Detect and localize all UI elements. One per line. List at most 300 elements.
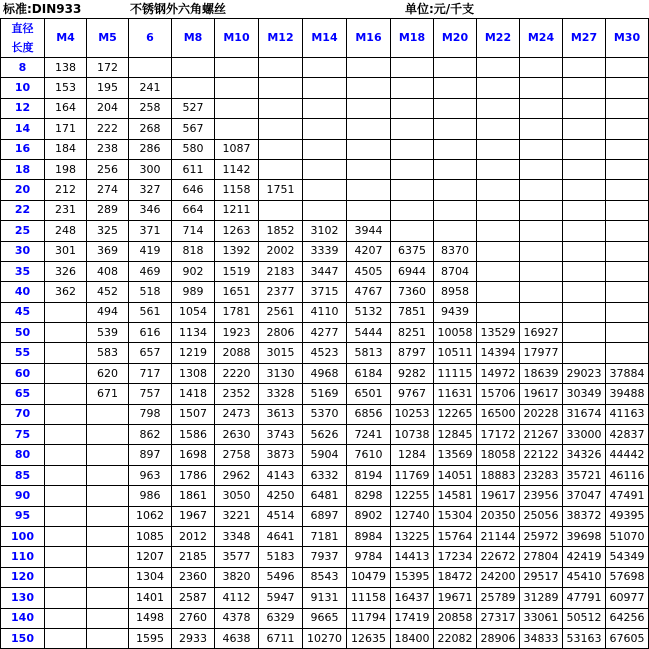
price-cell: 3102 xyxy=(303,221,347,241)
price-cell: 42837 xyxy=(606,425,649,445)
price-cell: 1211 xyxy=(215,200,259,220)
price-cell xyxy=(563,78,606,98)
price-cell xyxy=(303,139,347,159)
price-cell: 862 xyxy=(129,425,172,445)
price-cell: 38372 xyxy=(563,506,606,526)
price-cell: 646 xyxy=(172,180,215,200)
price-cell xyxy=(45,628,87,648)
row-length-label: 22 xyxy=(1,200,45,220)
price-cell xyxy=(87,628,129,648)
corner-header xyxy=(1,19,45,58)
price-cell: 6711 xyxy=(259,628,303,648)
price-cell xyxy=(347,98,391,118)
row-length-label: 65 xyxy=(1,384,45,404)
price-cell: 1142 xyxy=(215,159,259,179)
price-cell xyxy=(434,98,477,118)
price-cell: 45410 xyxy=(563,567,606,587)
row-length-label: 60 xyxy=(1,363,45,383)
price-cell: 2352 xyxy=(215,384,259,404)
price-cell: 12255 xyxy=(391,486,434,506)
price-cell: 25056 xyxy=(520,506,563,526)
price-cell: 23956 xyxy=(520,486,563,506)
price-cell: 1062 xyxy=(129,506,172,526)
price-cell: 327 xyxy=(129,180,172,200)
price-cell xyxy=(563,302,606,322)
table-row xyxy=(1,343,649,363)
row-length-label: 50 xyxy=(1,323,45,343)
price-cell xyxy=(391,159,434,179)
price-cell: 42419 xyxy=(563,547,606,567)
price-cell xyxy=(45,465,87,485)
price-cell: 3328 xyxy=(259,384,303,404)
price-cell xyxy=(391,139,434,159)
price-cell: 23283 xyxy=(520,465,563,485)
price-cell: 717 xyxy=(129,363,172,383)
table-row xyxy=(1,628,649,648)
price-cell: 798 xyxy=(129,404,172,424)
price-cell: 30349 xyxy=(563,384,606,404)
price-cell: 2587 xyxy=(172,588,215,608)
row-length-label: 20 xyxy=(1,180,45,200)
price-cell: 757 xyxy=(129,384,172,404)
price-cell: 171 xyxy=(45,119,87,139)
price-cell: 57698 xyxy=(606,567,649,587)
price-cell: 2760 xyxy=(172,608,215,628)
table-row xyxy=(1,58,649,78)
price-cell: 10058 xyxy=(434,323,477,343)
price-cell xyxy=(520,98,563,118)
price-cell: 9282 xyxy=(391,363,434,383)
price-cell xyxy=(347,139,391,159)
price-cell xyxy=(87,547,129,567)
price-cell: 222 xyxy=(87,119,129,139)
price-cell: 27804 xyxy=(520,547,563,567)
row-length-label: 100 xyxy=(1,526,45,546)
price-cell: 8902 xyxy=(347,506,391,526)
price-cell: 17977 xyxy=(520,343,563,363)
price-cell xyxy=(87,404,129,424)
price-cell: 1158 xyxy=(215,180,259,200)
row-length-label: 45 xyxy=(1,302,45,322)
price-cell: 238 xyxy=(87,139,129,159)
price-cell: 7241 xyxy=(347,425,391,445)
price-cell xyxy=(606,221,649,241)
price-cell xyxy=(87,588,129,608)
row-length-label: 130 xyxy=(1,588,45,608)
price-cell: 5183 xyxy=(259,547,303,567)
price-cell: 1308 xyxy=(172,363,215,383)
price-cell xyxy=(520,180,563,200)
price-cell xyxy=(391,180,434,200)
price-cell: 22122 xyxy=(520,445,563,465)
row-length-label: 14 xyxy=(1,119,45,139)
price-cell: 33061 xyxy=(520,608,563,628)
price-cell: 16927 xyxy=(520,323,563,343)
price-cell: 6375 xyxy=(391,241,434,261)
row-length-label: 8 xyxy=(1,58,45,78)
price-cell: 7181 xyxy=(303,526,347,546)
price-cell: 5904 xyxy=(303,445,347,465)
price-cell: 8194 xyxy=(347,465,391,485)
table-row xyxy=(1,302,649,322)
price-cell xyxy=(259,58,303,78)
price-cell: 25789 xyxy=(477,588,520,608)
price-cell: 4110 xyxy=(303,302,347,322)
price-cell xyxy=(477,221,520,241)
price-cell: 16437 xyxy=(391,588,434,608)
price-cell: 346 xyxy=(129,200,172,220)
price-cell: 6501 xyxy=(347,384,391,404)
price-cell: 611 xyxy=(172,159,215,179)
price-cell: 256 xyxy=(87,159,129,179)
price-cell: 2012 xyxy=(172,526,215,546)
price-cell: 902 xyxy=(172,261,215,281)
price-cell xyxy=(606,343,649,363)
price-cell: 371 xyxy=(129,221,172,241)
price-cell xyxy=(606,98,649,118)
price-cell: 184 xyxy=(45,139,87,159)
price-cell: 1054 xyxy=(172,302,215,322)
price-cell: 10511 xyxy=(434,343,477,363)
price-cell: 8958 xyxy=(434,282,477,302)
column-header: M27 xyxy=(563,19,606,58)
price-cell: 31289 xyxy=(520,588,563,608)
column-header: M30 xyxy=(606,19,649,58)
price-cell: 13225 xyxy=(391,526,434,546)
price-cell: 18639 xyxy=(520,363,563,383)
price-cell: 12740 xyxy=(391,506,434,526)
price-cell: 452 xyxy=(87,282,129,302)
price-cell: 986 xyxy=(129,486,172,506)
row-length-label: 70 xyxy=(1,404,45,424)
price-cell xyxy=(172,58,215,78)
price-cell: 164 xyxy=(45,98,87,118)
price-cell: 11794 xyxy=(347,608,391,628)
row-length-label: 90 xyxy=(1,486,45,506)
price-cell xyxy=(45,526,87,546)
price-cell xyxy=(347,58,391,78)
price-cell: 11631 xyxy=(434,384,477,404)
corner-length-label: 长度 xyxy=(11,41,34,54)
price-cell: 1923 xyxy=(215,323,259,343)
price-cell: 5947 xyxy=(259,588,303,608)
table-row xyxy=(1,384,649,404)
price-cell: 1392 xyxy=(215,241,259,261)
price-cell: 22672 xyxy=(477,547,520,567)
price-cell xyxy=(259,159,303,179)
price-cell xyxy=(215,78,259,98)
price-cell: 18058 xyxy=(477,445,520,465)
price-cell: 362 xyxy=(45,282,87,302)
price-cell: 6332 xyxy=(303,465,347,485)
price-cell: 18472 xyxy=(434,567,477,587)
price-cell: 67605 xyxy=(606,628,649,648)
price-cell: 51070 xyxy=(606,526,649,546)
column-header: M8 xyxy=(172,19,215,58)
price-cell: 4250 xyxy=(259,486,303,506)
price-cell xyxy=(391,200,434,220)
table-row xyxy=(1,159,649,179)
price-cell: 19671 xyxy=(434,588,477,608)
price-cell xyxy=(477,282,520,302)
price-cell: 15304 xyxy=(434,506,477,526)
price-cell: 10479 xyxy=(347,567,391,587)
price-cell xyxy=(347,78,391,98)
row-length-label: 12 xyxy=(1,98,45,118)
price-cell: 620 xyxy=(87,363,129,383)
price-cell xyxy=(563,323,606,343)
price-cell: 1207 xyxy=(129,547,172,567)
table-row xyxy=(1,526,649,546)
table-row xyxy=(1,98,649,118)
price-cell: 1304 xyxy=(129,567,172,587)
price-cell: 24200 xyxy=(477,567,520,587)
price-cell xyxy=(303,180,347,200)
price-cell: 4514 xyxy=(259,506,303,526)
price-cell: 2377 xyxy=(259,282,303,302)
price-cell: 1519 xyxy=(215,261,259,281)
price-cell: 231 xyxy=(45,200,87,220)
price-cell xyxy=(520,159,563,179)
price-cell: 6329 xyxy=(259,608,303,628)
price-cell: 2561 xyxy=(259,302,303,322)
price-cell: 64256 xyxy=(606,608,649,628)
price-cell xyxy=(45,323,87,343)
price-cell: 39698 xyxy=(563,526,606,546)
price-cell: 3873 xyxy=(259,445,303,465)
price-cell: 3820 xyxy=(215,567,259,587)
price-cell xyxy=(520,302,563,322)
price-cell: 198 xyxy=(45,159,87,179)
price-cell: 10253 xyxy=(391,404,434,424)
price-cell: 561 xyxy=(129,302,172,322)
price-cell: 818 xyxy=(172,241,215,261)
row-length-label: 75 xyxy=(1,425,45,445)
table-row xyxy=(1,261,649,281)
price-cell: 1418 xyxy=(172,384,215,404)
price-cell xyxy=(606,200,649,220)
price-cell: 14581 xyxy=(434,486,477,506)
price-cell xyxy=(259,200,303,220)
price-cell: 3715 xyxy=(303,282,347,302)
price-cell: 28906 xyxy=(477,628,520,648)
price-cell xyxy=(259,139,303,159)
price-cell xyxy=(303,78,347,98)
row-length-label: 110 xyxy=(1,547,45,567)
row-length-label: 16 xyxy=(1,139,45,159)
unit-label: 单位:元/千支 xyxy=(405,2,475,16)
price-cell: 4143 xyxy=(259,465,303,485)
price-cell xyxy=(434,139,477,159)
price-cell: 18883 xyxy=(477,465,520,485)
price-cell xyxy=(520,241,563,261)
price-cell xyxy=(391,119,434,139)
price-cell xyxy=(45,486,87,506)
price-cell: 3221 xyxy=(215,506,259,526)
price-cell: 1786 xyxy=(172,465,215,485)
column-header: M16 xyxy=(347,19,391,58)
standard-label: 标准:DIN933 xyxy=(3,2,82,16)
price-cell: 2185 xyxy=(172,547,215,567)
price-cell: 616 xyxy=(129,323,172,343)
price-cell: 20350 xyxy=(477,506,520,526)
price-cell: 14394 xyxy=(477,343,520,363)
price-cell: 3130 xyxy=(259,363,303,383)
price-cell: 39488 xyxy=(606,384,649,404)
price-cell: 60977 xyxy=(606,588,649,608)
price-cell: 1781 xyxy=(215,302,259,322)
price-cell: 657 xyxy=(129,343,172,363)
price-cell xyxy=(45,343,87,363)
price-cell xyxy=(434,180,477,200)
corner-diameter-label: 直径 xyxy=(11,22,34,35)
price-cell xyxy=(563,180,606,200)
price-cell: 1219 xyxy=(172,343,215,363)
price-cell: 10738 xyxy=(391,425,434,445)
price-cell: 172 xyxy=(87,58,129,78)
price-cell xyxy=(45,588,87,608)
price-cell: 580 xyxy=(172,139,215,159)
price-cell: 4207 xyxy=(347,241,391,261)
price-cell: 20228 xyxy=(520,404,563,424)
price-cell: 14413 xyxy=(391,547,434,567)
price-cell xyxy=(434,159,477,179)
price-cell: 3050 xyxy=(215,486,259,506)
price-cell: 138 xyxy=(45,58,87,78)
price-cell: 9439 xyxy=(434,302,477,322)
row-length-label: 30 xyxy=(1,241,45,261)
price-cell xyxy=(87,567,129,587)
price-cell: 19617 xyxy=(477,486,520,506)
price-cell: 518 xyxy=(129,282,172,302)
price-cell: 5626 xyxy=(303,425,347,445)
row-length-label: 95 xyxy=(1,506,45,526)
price-cell xyxy=(259,119,303,139)
row-length-label: 18 xyxy=(1,159,45,179)
price-cell: 12635 xyxy=(347,628,391,648)
price-cell: 5813 xyxy=(347,343,391,363)
table-row xyxy=(1,323,649,343)
price-cell: 241 xyxy=(129,78,172,98)
price-cell: 1134 xyxy=(172,323,215,343)
price-cell: 897 xyxy=(129,445,172,465)
price-cell: 5169 xyxy=(303,384,347,404)
price-cell: 4641 xyxy=(259,526,303,546)
price-cell xyxy=(45,363,87,383)
price-cell xyxy=(347,119,391,139)
row-length-label: 40 xyxy=(1,282,45,302)
price-cell xyxy=(303,58,347,78)
price-cell: 3743 xyxy=(259,425,303,445)
price-cell xyxy=(606,302,649,322)
price-cell: 1586 xyxy=(172,425,215,445)
price-cell xyxy=(45,506,87,526)
price-cell: 19617 xyxy=(520,384,563,404)
price-cell xyxy=(303,159,347,179)
price-cell: 8251 xyxy=(391,323,434,343)
price-cell: 12845 xyxy=(434,425,477,445)
price-cell xyxy=(391,98,434,118)
price-cell xyxy=(606,241,649,261)
price-cell: 248 xyxy=(45,221,87,241)
price-cell: 3015 xyxy=(259,343,303,363)
price-cell xyxy=(520,58,563,78)
price-cell: 4277 xyxy=(303,323,347,343)
price-cell xyxy=(477,119,520,139)
price-cell xyxy=(520,78,563,98)
table-row xyxy=(1,425,649,445)
price-cell: 15764 xyxy=(434,526,477,546)
price-cell xyxy=(520,119,563,139)
row-length-label: 80 xyxy=(1,445,45,465)
price-cell xyxy=(477,58,520,78)
price-cell: 8298 xyxy=(347,486,391,506)
row-length-label: 120 xyxy=(1,567,45,587)
price-cell: 2933 xyxy=(172,628,215,648)
price-cell xyxy=(606,261,649,281)
price-cell xyxy=(563,58,606,78)
price-cell: 20858 xyxy=(434,608,477,628)
price-cell: 274 xyxy=(87,180,129,200)
column-header: M10 xyxy=(215,19,259,58)
table-row xyxy=(1,363,649,383)
column-header: M24 xyxy=(520,19,563,58)
price-cell: 1698 xyxy=(172,445,215,465)
row-length-label: 150 xyxy=(1,628,45,648)
price-cell: 4505 xyxy=(347,261,391,281)
price-cell xyxy=(347,159,391,179)
table-row xyxy=(1,465,649,485)
price-cell xyxy=(477,139,520,159)
price-cell: 6481 xyxy=(303,486,347,506)
price-cell: 2758 xyxy=(215,445,259,465)
price-cell xyxy=(477,241,520,261)
price-cell xyxy=(87,445,129,465)
price-cell xyxy=(606,323,649,343)
price-cell: 8704 xyxy=(434,261,477,281)
price-cell xyxy=(606,282,649,302)
column-header: 6 xyxy=(129,19,172,58)
price-cell: 1861 xyxy=(172,486,215,506)
price-cell xyxy=(129,58,172,78)
price-cell xyxy=(434,200,477,220)
price-cell xyxy=(606,78,649,98)
price-cell: 47791 xyxy=(563,588,606,608)
price-cell xyxy=(520,200,563,220)
price-cell: 25972 xyxy=(520,526,563,546)
price-cell: 963 xyxy=(129,465,172,485)
price-cell: 18400 xyxy=(391,628,434,648)
price-cell xyxy=(259,78,303,98)
price-cell: 2360 xyxy=(172,567,215,587)
row-length-label: 85 xyxy=(1,465,45,485)
price-cell: 494 xyxy=(87,302,129,322)
price-cell: 21267 xyxy=(520,425,563,445)
price-cell xyxy=(477,98,520,118)
table-row xyxy=(1,547,649,567)
price-cell: 195 xyxy=(87,78,129,98)
price-cell: 714 xyxy=(172,221,215,241)
price-cell: 8984 xyxy=(347,526,391,546)
price-cell: 153 xyxy=(45,78,87,98)
price-cell: 671 xyxy=(87,384,129,404)
price-cell: 6897 xyxy=(303,506,347,526)
table-row xyxy=(1,404,649,424)
price-cell xyxy=(563,343,606,363)
column-header: M22 xyxy=(477,19,520,58)
price-cell: 31674 xyxy=(563,404,606,424)
price-cell: 4378 xyxy=(215,608,259,628)
